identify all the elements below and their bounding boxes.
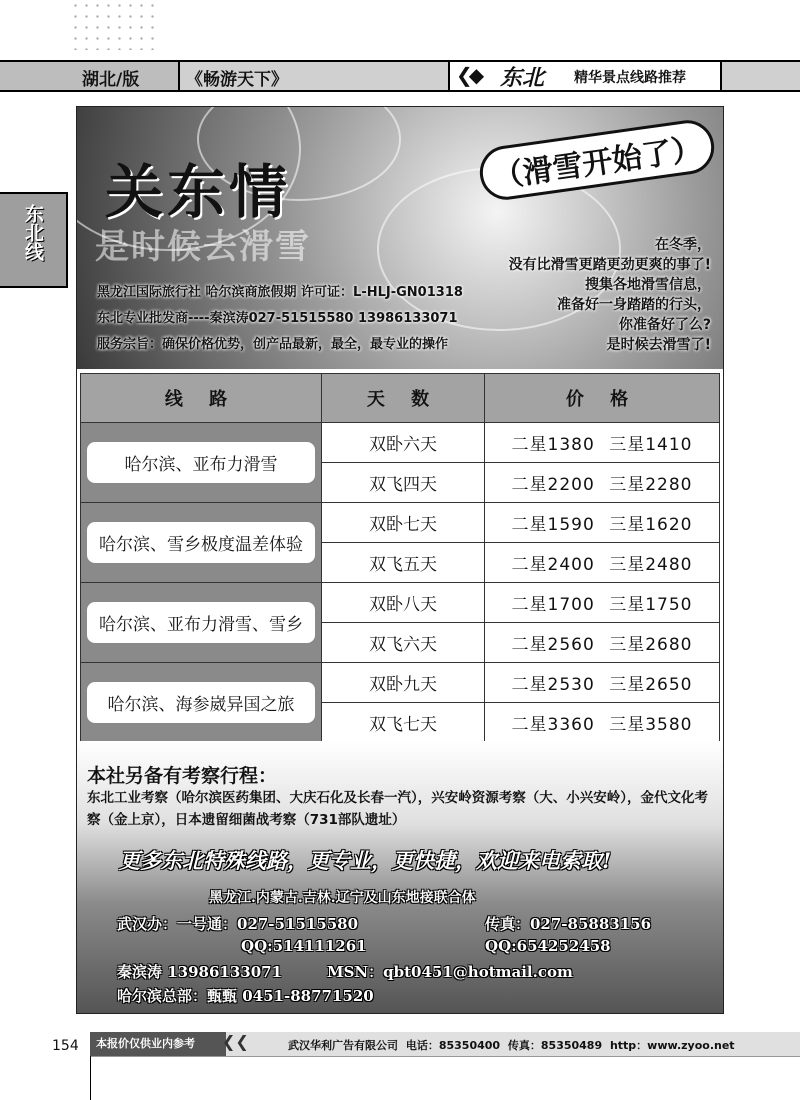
price-cell: 二星1700 三星1750 xyxy=(485,583,720,623)
section-title: 东北 xyxy=(500,65,545,91)
ski-badge: （滑雪开始了） xyxy=(476,117,717,203)
extra-paragraph: 东北工业考察（哈尔滨医药集团、大庆石化及长春一汽），兴安岭资源考察（大、小兴安岭），金代文化考察（金上京），日本遗留细菌战考察（731部队遗址） xyxy=(87,790,708,828)
route-label: 哈尔滨、海参崴异国之旅 xyxy=(87,682,315,723)
qq-number-2: QQ:654252458 xyxy=(485,937,611,955)
contact-person: 秦滨涛 13986133071 xyxy=(117,963,283,981)
page-header xyxy=(0,60,800,92)
poem-line: 在冬季， xyxy=(655,237,711,253)
price-table xyxy=(80,373,720,743)
decorative-dots xyxy=(70,0,160,50)
price-cell: 二星2530 三星2650 xyxy=(485,663,720,703)
table-row xyxy=(81,423,720,463)
extra-heading: 本社另备有考察行程： xyxy=(87,765,278,787)
qq-number-1: QQ:514111261 xyxy=(241,937,367,955)
days-cell: 双飞五天 xyxy=(322,543,485,583)
ad-banner xyxy=(77,107,723,369)
days-cell: 双卧九天 xyxy=(322,663,485,703)
route-cell xyxy=(81,663,322,743)
wholesale-contact: 东北专业批发商----秦滨涛027-51515580 13986133071 xyxy=(97,311,458,326)
union-title: 黑龙江.内蒙古.吉林.辽宁及山东地接联合体 xyxy=(209,890,476,906)
price-cell: 二星2560 三星2680 xyxy=(485,623,720,663)
advertisement xyxy=(76,106,724,1014)
days-cell: 双飞七天 xyxy=(322,703,485,743)
footer-note: 本报价仅供业内参考 xyxy=(90,1032,226,1056)
service-purpose: 服务宗旨：确保价格优势，创产品最新，最全，最专业的操作 xyxy=(97,337,449,352)
slogan: 更多东北特殊线路，更专业，更快捷，欢迎来电索取! xyxy=(119,848,612,873)
wuhan-office: 武汉办：一号通：027-51515580 xyxy=(117,915,359,933)
column-header-route: 线 路 xyxy=(81,374,322,423)
table-row xyxy=(81,663,720,703)
price-cell: 二星2400 三星2480 xyxy=(485,543,720,583)
poem-line: 没有比滑雪更踏更劲更爽的事了! xyxy=(508,257,711,273)
days-cell: 双飞六天 xyxy=(322,623,485,663)
ad-poem xyxy=(509,235,711,355)
region-label: 湖北/版 xyxy=(82,70,140,90)
double-chevron-icon: ❮◆ xyxy=(456,63,481,87)
ad-title: 关东情 xyxy=(105,158,292,226)
route-label: 哈尔滨、亚布力滑雪 xyxy=(87,442,315,483)
poem-line: 是时候去滑雪了! xyxy=(606,337,711,353)
column-header-days: 天 数 xyxy=(322,374,485,423)
msn-contact: MSN：qbt0451@hotmail.com xyxy=(327,963,573,981)
poem-line: 准备好一身踏踏的行头， xyxy=(557,297,711,313)
price-cell: 二星1380 三星1410 xyxy=(485,423,720,463)
extra-info-section xyxy=(77,741,723,1013)
days-cell: 双卧八天 xyxy=(322,583,485,623)
days-cell: 双飞四天 xyxy=(322,463,485,503)
price-cell: 二星2200 三星2280 xyxy=(485,463,720,503)
table-header-row xyxy=(81,374,720,423)
section-banner xyxy=(448,62,722,90)
page-footer xyxy=(90,1032,800,1057)
route-label: 哈尔滨、雪乡极度温差体验 xyxy=(87,522,315,563)
double-chevron-left-icon: ❮❮ xyxy=(222,1032,249,1051)
magazine-name: 《畅游天下》 xyxy=(186,70,288,90)
side-tab-label: 东北线 xyxy=(22,204,44,261)
table-row xyxy=(81,583,720,623)
side-tab xyxy=(0,192,68,288)
page-number: 154 xyxy=(52,1038,79,1054)
route-cell xyxy=(81,503,322,583)
price-cell: 二星3360 三星3580 xyxy=(485,703,720,743)
table-row xyxy=(81,503,720,543)
harbin-hq: 哈尔滨总部：甄甄 0451-88771520 xyxy=(117,987,374,1005)
poem-line: 搜集各地滑雪信息， xyxy=(585,277,711,293)
fax-number: 传真：027-85883156 xyxy=(485,915,652,933)
agency-license: 黑龙江国际旅行社 哈尔滨商旅假期 许可证：L-HLJ-GN01318 xyxy=(97,285,463,300)
ad-ghost-text: 是时候去滑雪 xyxy=(95,227,311,267)
days-cell: 双卧七天 xyxy=(322,503,485,543)
price-cell: 二星1590 三星1620 xyxy=(485,503,720,543)
footer-info: 武汉华利广告有限公司 电话：85350400 传真：85350489 http：www.zyoo.net xyxy=(288,1039,735,1052)
route-cell xyxy=(81,423,322,503)
route-cell xyxy=(81,583,322,663)
poem-line: 你准备好了么? xyxy=(618,317,711,333)
divider xyxy=(90,1056,91,1100)
column-header-price: 价 格 xyxy=(485,374,720,423)
section-subtitle: 精华景点线路推荐 xyxy=(574,70,686,86)
days-cell: 双卧六天 xyxy=(322,423,485,463)
route-label: 哈尔滨、亚布力滑雪、雪乡 xyxy=(87,602,315,643)
